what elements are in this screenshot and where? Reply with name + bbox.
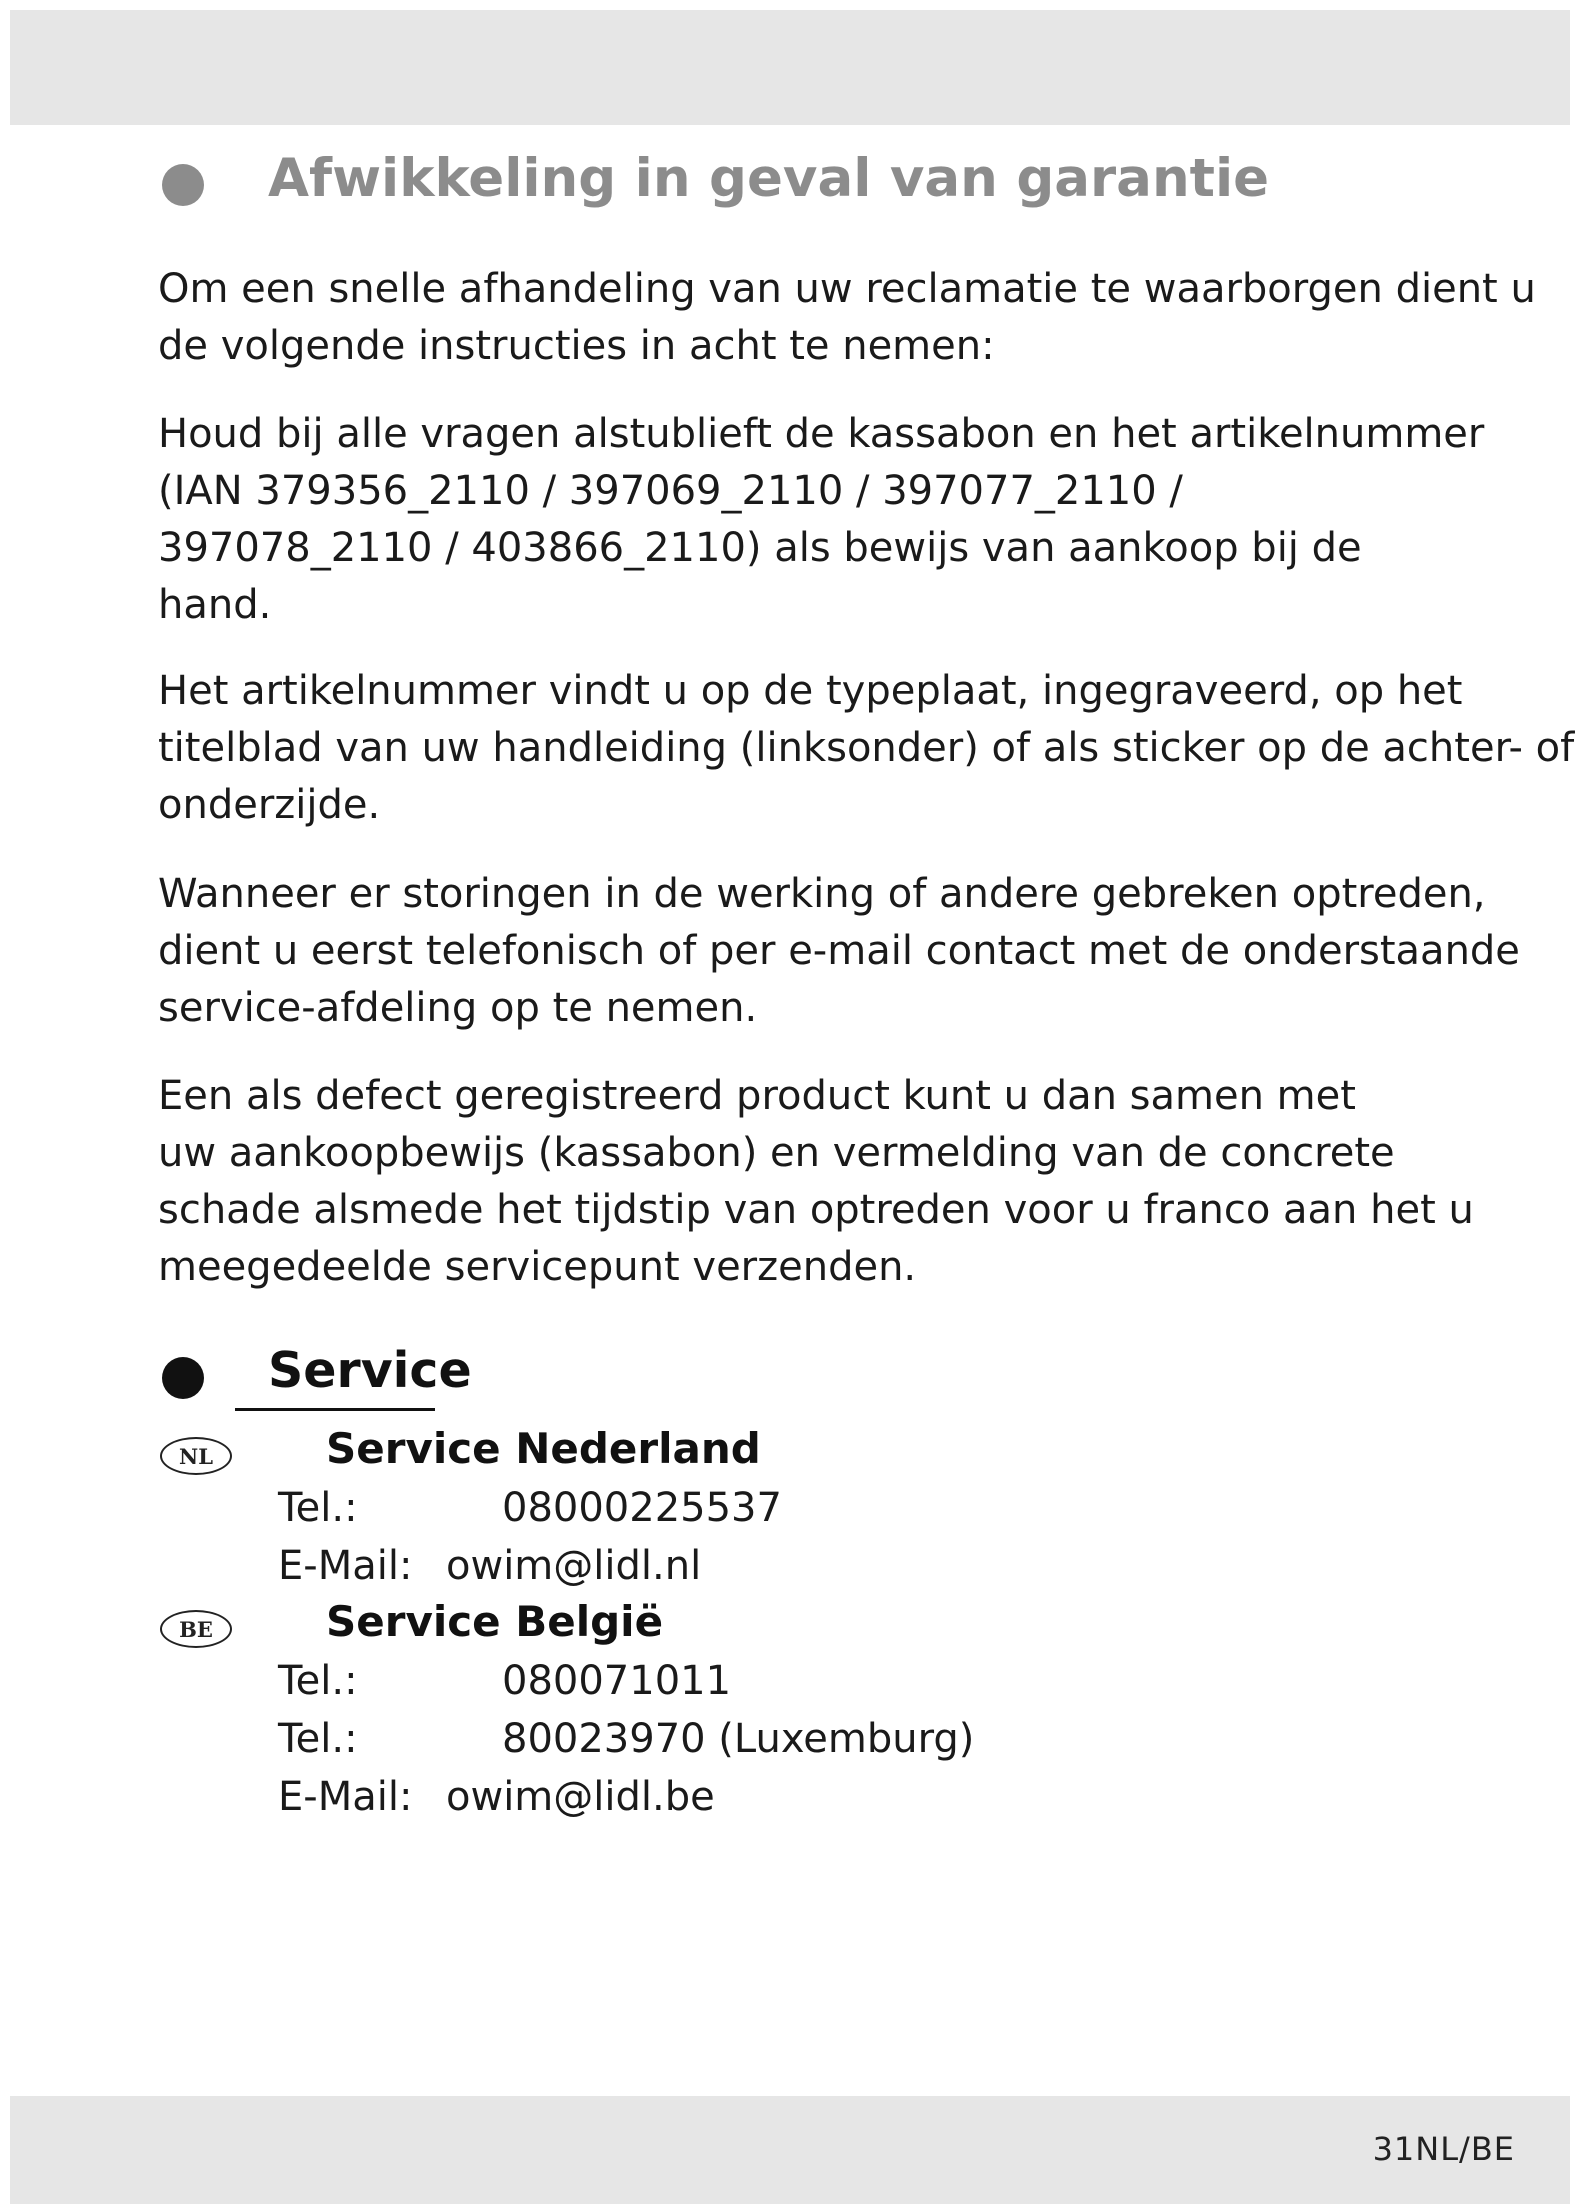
text-line: onderzijde. — [158, 782, 381, 828]
text-line: de volgende instructies in acht te nemen: — [158, 323, 995, 369]
page-number: 31NL/BE — [1372, 2130, 1515, 2168]
service-nl-title: Service Nederland — [326, 1424, 761, 1473]
header-band — [10, 10, 1570, 125]
text-line: 397078_2110 / 403866_2110) als bewijs van aankoop bij de — [158, 525, 1362, 571]
warranty-heading: Afwikkeling in geval van garantie — [268, 148, 1270, 209]
text-line: (IAN 379356_2110 / 397069_2110 / 397077_2110 / — [158, 468, 1183, 514]
section-bullet-icon — [162, 1357, 204, 1399]
text-line: Een als defect geregistreerd product kunt u dan samen met — [158, 1073, 1356, 1119]
warranty-paragraph-3 — [158, 663, 1575, 834]
footer-band — [10, 2096, 1570, 2204]
text-line: Houd bij alle vragen alstublieft de kassabon en het artikelnummer — [158, 411, 1485, 457]
text-line: Het artikelnummer vindt u op de typeplaat, ingegraveerd, op het — [158, 668, 1463, 714]
warranty-paragraph-4 — [158, 866, 1520, 1037]
text-line: hand. — [158, 582, 272, 628]
text-line: schade alsmede het tijdstip van optreden voor u franco aan het u — [158, 1187, 1474, 1233]
be-tel2-label: Tel.: — [278, 1716, 358, 1762]
text-line: titelblad van uw handleiding (linksonder) of als sticker op de achter- of — [158, 725, 1575, 771]
text-line: uw aankoopbewijs (kassabon) en vermelding van de concrete — [158, 1130, 1395, 1176]
nl-tel-label: Tel.: — [278, 1485, 358, 1531]
warranty-paragraph-1 — [158, 261, 1536, 375]
be-tel-value: 080071011 — [502, 1658, 732, 1704]
service-be-title: Service België — [326, 1597, 664, 1646]
service-heading-underline — [235, 1408, 435, 1411]
be-email-label: E-Mail: — [278, 1774, 413, 1820]
warranty-paragraph-5 — [158, 1068, 1474, 1296]
text-line: meegedeelde servicepunt verzenden. — [158, 1244, 917, 1290]
text-line: dient u eerst telefonisch of per e-mail contact met de onderstaande — [158, 928, 1520, 974]
text-line: Wanneer er storingen in de werking of andere gebreken optreden, — [158, 871, 1486, 917]
nl-email-label: E-Mail: — [278, 1543, 413, 1589]
warranty-paragraph-2 — [158, 406, 1485, 634]
section-bullet-icon — [162, 164, 204, 206]
text-line: Om een snelle afhandeling van uw reclamatie te waarborgen dient u — [158, 266, 1536, 312]
be-tel2-value: 80023970 (Luxemburg) — [502, 1716, 975, 1762]
nl-tel-value: 08000225537 — [502, 1485, 782, 1531]
be-email-value: owim@lidl.be — [446, 1774, 715, 1820]
service-heading: Service — [268, 1342, 472, 1399]
text-line: service-afdeling op te nemen. — [158, 985, 758, 1031]
nl-country-badge-icon: NL — [160, 1437, 232, 1475]
be-tel-label: Tel.: — [278, 1658, 358, 1704]
nl-email-value: owim@lidl.nl — [446, 1543, 702, 1589]
be-country-badge-icon: BE — [160, 1610, 232, 1648]
